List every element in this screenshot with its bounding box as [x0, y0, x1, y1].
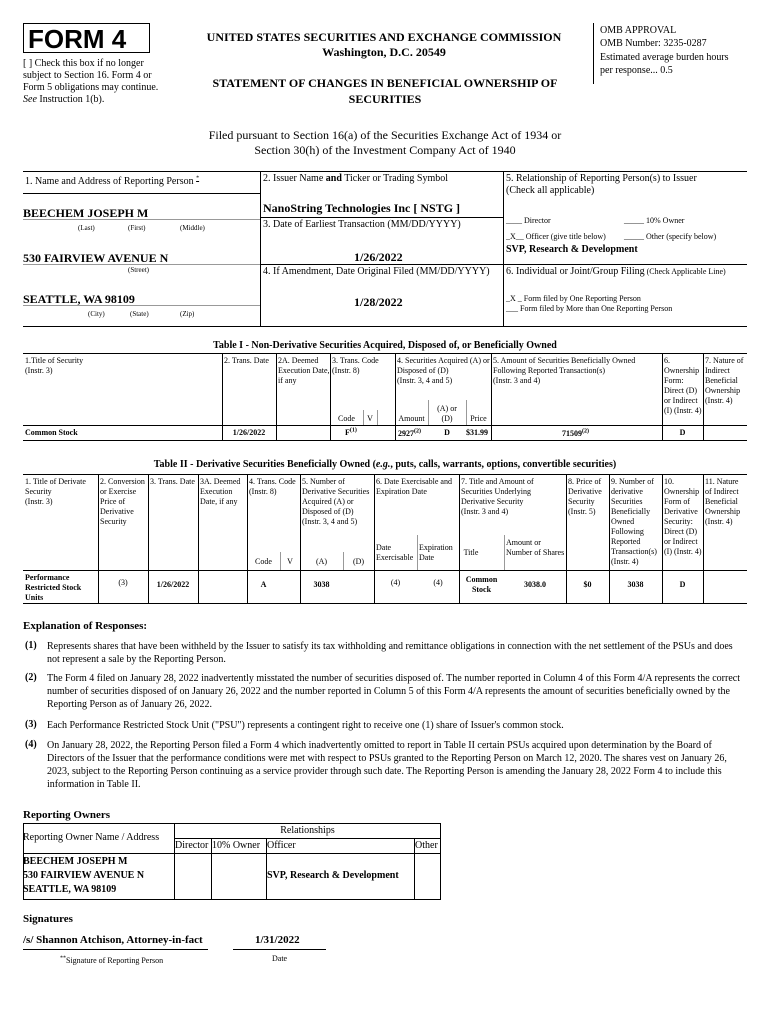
city-label: (City)	[88, 310, 105, 318]
divider	[23, 949, 208, 950]
statement-title: STATEMENT OF CHANGES IN BENEFICIAL OWNERSHIP OF SECURITIES	[212, 76, 558, 106]
form-title-box	[23, 23, 150, 53]
t1-h2: 2. Trans. Date	[224, 356, 269, 365]
t2-h8: 8. Price of Derivative Security (Instr. 5)	[568, 477, 602, 516]
t2-h3: 3. Trans. Date	[150, 477, 195, 486]
owners-col-officer: Officer	[267, 840, 296, 851]
explanation-title: Explanation of Responses:	[23, 620, 148, 632]
t1-h3: 3. Trans. Code (Instr. 8)	[332, 356, 379, 375]
divider	[23, 193, 260, 194]
t1-row-date: 1/26/2022	[232, 428, 266, 437]
footnote-3: (3) Each Performance Restricted Stock Unit ("PSU") represents a contingent right to receive one (1) share of Issuer's common stock.	[25, 719, 564, 731]
agency-line2: Washington, D.C. 20549	[322, 45, 446, 59]
state-label: (State)	[130, 310, 149, 318]
divider	[330, 353, 331, 440]
t2-sub-a: (A)	[315, 557, 328, 566]
t2-row-exp	[417, 578, 459, 588]
first-label: (First)	[128, 224, 146, 232]
footnote-1-link[interactable]: (1)	[349, 427, 357, 434]
t1-row-aord: D	[444, 428, 450, 437]
divider	[276, 353, 277, 440]
section16-checkbox-text: [ ] Check this box if no longer subject to Section 16. Form 4 or Form 5 obligations may continue. See Instruction 1(b).	[23, 58, 159, 105]
t2-row-a: 3038	[313, 580, 330, 589]
t2-h1: 1. Title of Derivate Security (Instr. 3)	[25, 477, 86, 506]
t1-sub-aord: (A) or (D)	[437, 404, 457, 423]
signatures-title: Signatures	[23, 913, 73, 925]
other-checkbox: _____ Other (specify below)	[624, 232, 717, 241]
filed-pursuant: Filed pursuant to Section 16(a) of the Securities Exchange Act of 1934 or Section 30(h) of the Investment Company Act of 1940	[208, 128, 562, 157]
t1-row-owned: 71509$^{(2)}$	[562, 428, 589, 438]
t2-row-date: 1/26/2022	[156, 580, 190, 589]
t2-sub-exp: Expiration Date	[419, 543, 453, 562]
box1-label: 1. Name and Address of Reporting Person *	[25, 175, 200, 187]
t2-row-u-amount: 3038.0	[524, 580, 546, 589]
t1-row-form: D	[679, 428, 686, 437]
t1-h5: 5. Amount of Securities Beneficially Owned Following Reported Transaction(s) (Instr. 3 and 4)	[493, 356, 636, 385]
t1-h4: 4. Securities Acquired (A) or Disposed of (D) (Instr. 3, 4 and 5)	[397, 356, 490, 385]
footnote-2-link[interactable]: (2)	[414, 428, 421, 435]
divider	[23, 219, 260, 220]
signature-label: **Signature of Reporting Person	[60, 955, 164, 965]
footnote-3-link[interactable]: (3)	[118, 578, 128, 587]
footnote-2: (2) The Form 4 filed on January 28, 2022 inadvertently misstated the number of securities disposed of. The number reported in Column 4 of this Form 4/A represents the correct number of securities disposed of on January 26, 2022 and the number reported in Column 5 of this Form 4/A represents the amount of securities beneficially owned by the Reporting Person as of January 26, 2022.	[25, 672, 740, 710]
footnote-star-link[interactable]: **	[60, 955, 66, 962]
divider	[23, 425, 747, 426]
t1-h7: 7. Nature of Indirect Beneficial Ownership (Instr. 4)	[705, 356, 744, 405]
last-label: (Last)	[78, 224, 95, 232]
date-label: Date	[272, 954, 288, 963]
t1-row-amount: 2927$^{(2)}$	[398, 428, 421, 438]
divider	[23, 305, 260, 306]
t2-row-form: D	[679, 580, 686, 589]
omb-burden: Estimated average burden hours per response... 0.5	[600, 52, 729, 76]
t1-sub-amount: Amount	[398, 414, 425, 423]
divider	[23, 326, 747, 327]
divider	[23, 570, 747, 571]
t2-h4: 4. Trans. Code (Instr. 8)	[249, 477, 296, 496]
divider	[491, 353, 492, 440]
t2-row-date-ex	[374, 578, 417, 588]
t2-row-code: A	[260, 580, 267, 589]
agency-line1: UNITED STATES SECURITIES AND EXCHANGE COMMISSION	[206, 30, 562, 44]
t2-sub-code: Code	[255, 557, 272, 566]
divider	[260, 217, 503, 218]
divider	[222, 353, 223, 440]
footnote-4-link[interactable]: (4)	[433, 578, 443, 587]
owners-col-name: Reporting Owner Name / Address	[23, 832, 160, 843]
t2-sub-amount: Amount or Number of Shares	[506, 538, 565, 557]
t2-h11: 11. Nature of Indirect Beneficial Ownership (Instr. 4)	[705, 477, 741, 526]
t2-sub-v: V	[287, 557, 293, 566]
filing-more-persons: ___ Form filed by More than One Reporting Person	[506, 304, 673, 313]
t2-h10: 10. Ownership Form of Derivative Security: Direct (D) or Indirect (I) (Instr. 4)	[664, 477, 702, 556]
omb-number: OMB Number: 3235-0287	[600, 38, 707, 49]
box3-label: 3. Date of Earliest Transaction (MM/DD/YYYY)	[263, 219, 461, 230]
box6-label: 6. Individual or Joint/Group Filing (Check Applicable Line)	[506, 266, 726, 277]
zip-label: (Zip)	[180, 310, 195, 318]
divider	[377, 410, 378, 425]
t2-h6: 6. Date Exercisable and Expiration Date	[376, 477, 452, 496]
divider	[260, 171, 261, 326]
box4-label: 4. If Amendment, Date Original Filed (MM/DD/YYYY)	[263, 266, 490, 277]
footnote-4: (4) On January 28, 2022, the Reporting Person filed a Form 4 which inadvertently omitted to report in Table II certain PSUs acquired upon determination by the Board of Directors of the Issuer that the performance conditions were met with respect to PSUs granted to the Reporting Person on March 12, 2020. The shares vest on January 26, 2023, subject to the Reporting Person continuing as a service provider through such date. The Reporting Person is amending the January 28, 2022 Form 4 to include this information in Table II.	[25, 739, 727, 790]
street-address: 530 FAIRVIEW AVENUE N	[23, 251, 169, 265]
divider	[23, 853, 441, 854]
earliest-transaction-date: 1/26/2022	[354, 250, 403, 264]
t1-row-code: $F^{(1)}$	[345, 427, 357, 437]
table2-title: Table II - Derivative Securities Beneficially Owned (e.g., puts, calls, warrants, options, convertible securities)	[153, 459, 617, 470]
divider	[174, 838, 441, 839]
table1-title: Table I - Non-Derivative Securities Acquired, Disposed of, or Beneficially Owned	[213, 340, 557, 351]
original-filed-date: 1/28/2022	[354, 295, 403, 309]
t1-h2a: 2A. Deemed Execution Date, if any	[278, 356, 330, 385]
t1-h6: 6. Ownership Form: Direct (D) or Indirect (I) (Instr. 4)	[664, 356, 702, 415]
middle-label: (Middle)	[180, 224, 205, 232]
form-title: FORM 4	[28, 24, 127, 54]
signature-date: 1/31/2022	[255, 934, 300, 946]
footnote-1: (1) Represents shares that have been withheld by the Issuer to satisfy its tax withholding and remittance obligations in connection with the net settlement of the PSUs and does not represent a sale by the Reporting Person.	[25, 640, 733, 665]
reporting-person-name: BEECHEM JOSEPH M	[23, 206, 149, 220]
t2-sub-date-ex: Date Exercisable	[376, 543, 414, 562]
t2-sub-title: Title	[463, 548, 479, 557]
t1-row-price: $31.99	[466, 428, 488, 437]
t1-sub-code: Code	[338, 414, 355, 423]
divider	[504, 535, 505, 570]
officer-title: SVP, Research & Development	[506, 244, 638, 255]
divider	[503, 171, 504, 326]
director-checkbox: ____ Director	[506, 216, 551, 225]
t2-row-owned: 3038	[627, 580, 644, 589]
divider	[198, 474, 199, 603]
t2-row-title: Performance Restricted Stock Units	[25, 573, 82, 602]
owners-row-name: BEECHEM JOSEPH M 530 FAIRVIEW AVENUE N SEATTLE, WA 98109	[23, 856, 145, 895]
t1-sub-price: Price	[470, 414, 487, 423]
filing-one-person: _X _ Form filed by One Reporting Person	[506, 294, 641, 303]
box5-label: 5. Relationship of Reporting Person(s) to Issuer (Check all applicable)	[506, 173, 697, 196]
divider	[23, 264, 260, 265]
issuer-name: NanoString Technologies Inc [ NSTG ]	[263, 201, 461, 215]
officer-checkbox: _X__ Officer (give title below)	[506, 232, 606, 241]
t2-h3a: 3A. Deemed Execution Date, if any	[200, 477, 241, 506]
divider	[395, 353, 396, 440]
footnote-4-link[interactable]: (4)	[390, 578, 401, 587]
owners-col-director: Director	[175, 840, 209, 851]
divider	[23, 171, 747, 172]
omb-title: OMB APPROVAL	[600, 25, 677, 36]
divider	[23, 474, 747, 475]
owners-col-ten: 10% Owner	[212, 840, 261, 851]
city-state-zip: SEATTLE, WA 98109	[23, 292, 135, 306]
omb-approval-box	[593, 23, 748, 84]
footnote-star-link[interactable]: *	[196, 175, 200, 182]
t1-h1: 1.Title of Security (Instr. 3)	[25, 356, 84, 375]
divider	[662, 353, 663, 440]
street-label: (Street)	[128, 266, 149, 274]
t2-sub-d: (D)	[352, 557, 365, 566]
divider	[23, 440, 747, 441]
t2-h5: 5. Number of Derivative Securities Acquired (A) or Disposed of (D) (Instr. 3, 4 and 5)	[302, 477, 370, 526]
t2-h2: 2. Conversion or Exercise Price of Derivative Security	[100, 477, 145, 526]
divider	[23, 603, 747, 604]
signer-name: /s/ Shannon Atchison, Attorney-in-fact	[23, 934, 203, 946]
t2-h9: 9. Number of derivative Securities Beneficially Owned Following Reported Transaction(s) (Instr. 4)	[611, 477, 657, 566]
owners-col-rel: Relationships	[280, 825, 335, 836]
t2-row-u-title: Common Stock	[465, 575, 498, 594]
owners-col-other: Other	[415, 840, 438, 851]
owners-title: Reporting Owners	[23, 809, 111, 821]
ten-percent-checkbox: _____ 10% Owner	[624, 216, 685, 225]
t2-row-price: $0	[583, 580, 592, 589]
t2-h7: 7. Title and Amount of Securities Underlying Derivative Security (Instr. 3 and 4)	[461, 477, 534, 516]
divider	[23, 353, 747, 354]
t1-sub-v: V	[367, 414, 373, 423]
box2-label: 2. Issuer Name and Ticker or Trading Symbol	[263, 173, 449, 184]
divider	[260, 264, 747, 265]
divider	[233, 949, 326, 950]
t2-row-conv	[98, 578, 148, 588]
t1-row-title: Common Stock	[25, 428, 78, 437]
owners-row-officer: SVP, Research & Development	[267, 870, 399, 881]
footnote-2-link[interactable]: (2)	[582, 428, 589, 435]
